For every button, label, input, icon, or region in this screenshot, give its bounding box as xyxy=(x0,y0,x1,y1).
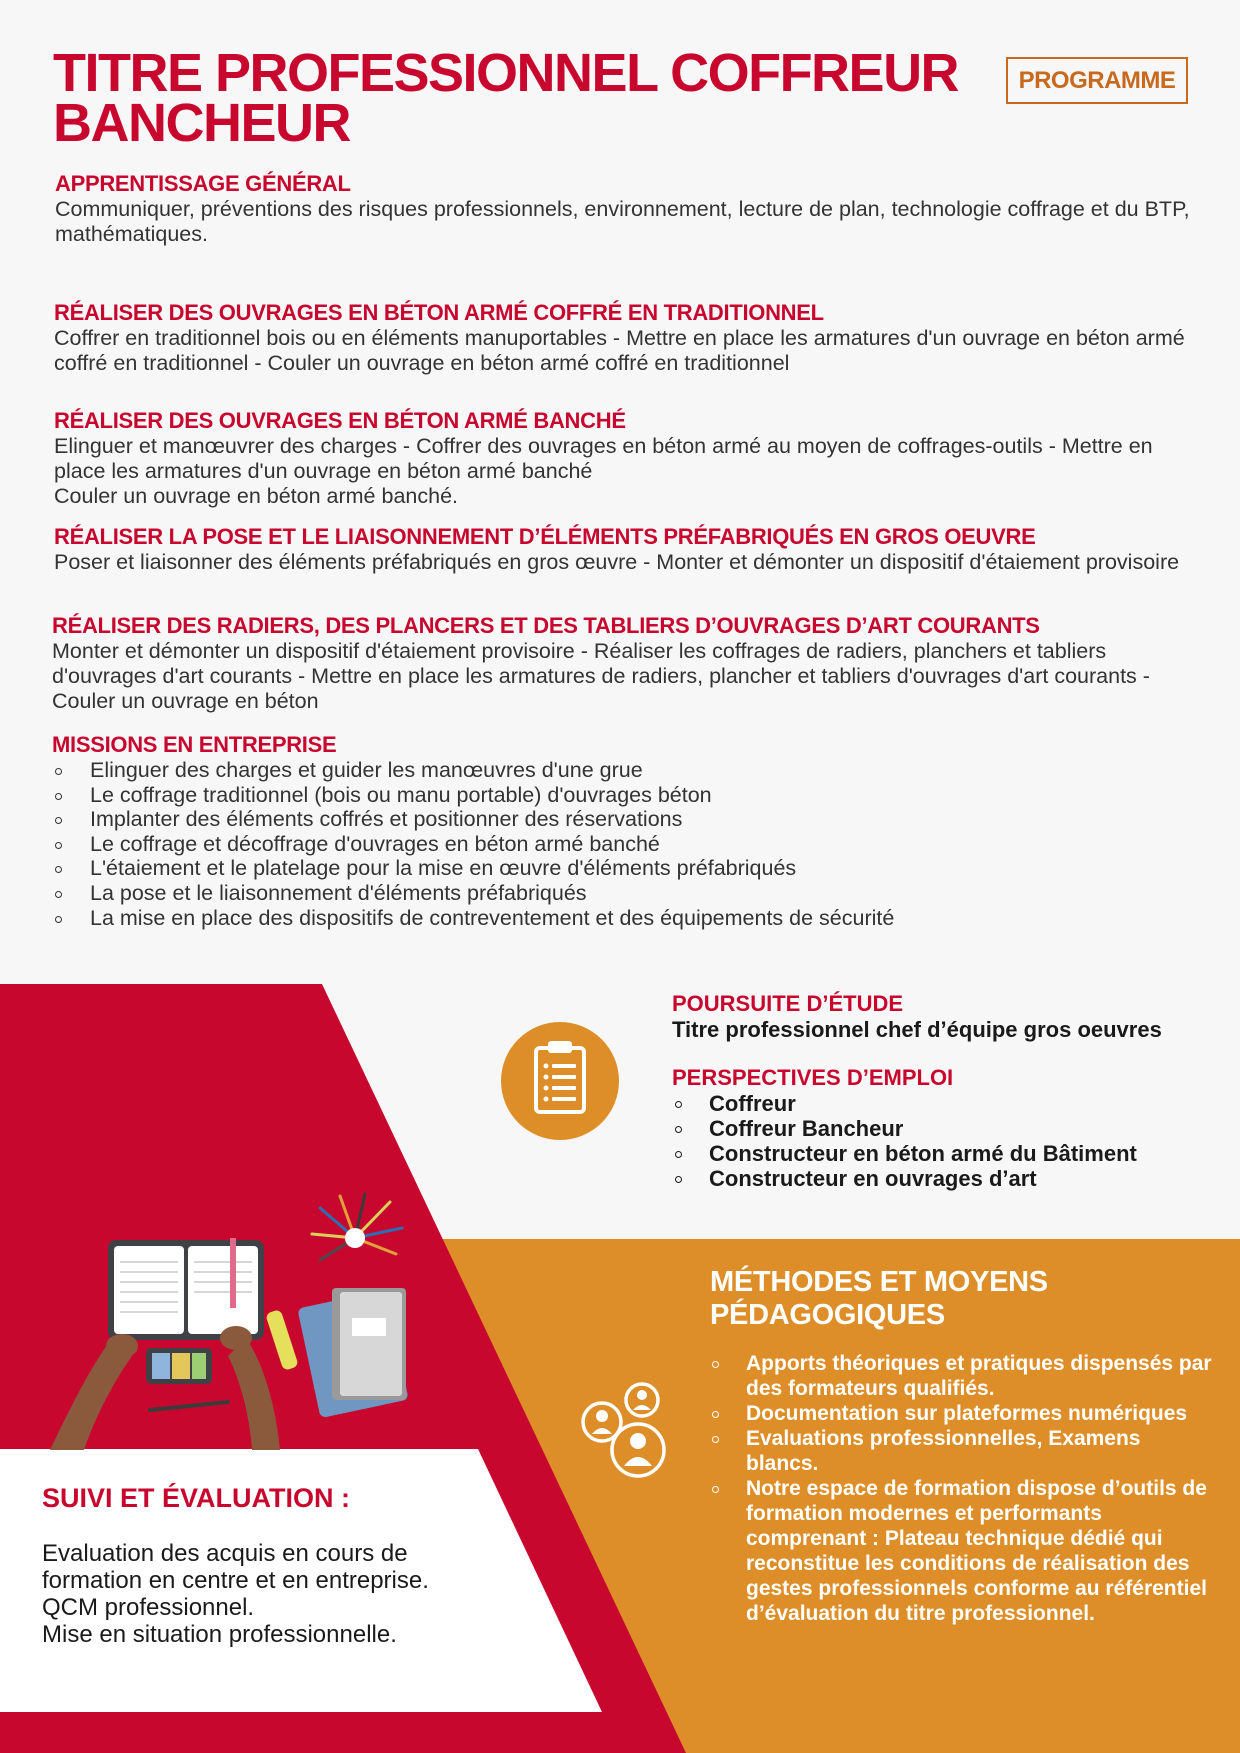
section-apprentissage xyxy=(55,171,1195,247)
section-text: Elinguer et manœuvrer des charges - Coffrer des ouvrages en béton armé au moyen de coffrages-outils - Mettre en place les armatures d'un ouvrage en béton armé banché xyxy=(54,434,1153,483)
methodes-list-wrap xyxy=(709,1351,1215,1626)
suivi-line: Evaluation des acquis en cours de xyxy=(42,1540,408,1567)
list-item: Constructeur en ouvrages d’art xyxy=(672,1166,1212,1191)
methodes-block xyxy=(710,1266,1220,1332)
suivi-heading: SUIVI ET ÉVALUATION : xyxy=(42,1483,351,1513)
section-text: Monter et démonter un dispositif d'étaiement provisoire - Réaliser les coffrages de radiers, planchers et tabliers d'ouvrages d'art courants - Mettre en place les armatures de radiers, plancher et tabliers d'ouvrages d'art courants - Couler un ouvrage en béton xyxy=(52,639,1150,713)
people-network-icon xyxy=(580,1382,676,1478)
list-item: L'étaiement et le platelage pour la mise en œuvre d'éléments préfabriqués xyxy=(52,856,1192,881)
perspectives-list xyxy=(672,1091,1212,1191)
perspectives-heading: PERSPECTIVES D’EMPLOI xyxy=(672,1065,954,1090)
list-item: Implanter des éléments coffrés et positionner des réservations xyxy=(52,807,1192,832)
page-title: TITRE PROFESSIONNEL COFFREUR BANCHEUR xyxy=(53,43,959,153)
section-text: Communiquer, préventions des risques professionnels, environnement, lecture de plan, technologie coffrage et du BTP, mathématiques. xyxy=(55,197,1190,246)
list-item: Notre espace de formation dispose d’outils de formation modernes et performants comprenant : Plateau technique dédié qui reconstitue les conditions de réalisation des gestes professionnels conforme au référentiel d’évaluation du titre professionnel. xyxy=(709,1476,1215,1626)
list-item: Le coffrage et décoffrage d'ouvrages en béton armé banché xyxy=(52,832,1192,857)
suivi-line: Mise en situation professionnelle. xyxy=(42,1621,397,1648)
list-item: Coffreur xyxy=(672,1091,1212,1116)
suivi-line: QCM professionnel. xyxy=(42,1594,255,1621)
programme-badge: PROGRAMME xyxy=(1006,57,1188,104)
desk-illustration xyxy=(50,1188,430,1450)
list-item: Documentation sur plateformes numériques xyxy=(709,1401,1215,1426)
list-item: Coffreur Bancheur xyxy=(672,1116,1212,1141)
poursuite-text: Titre professionnel chef d’équipe gros oeuvres xyxy=(672,1017,1162,1042)
methodes-list xyxy=(709,1351,1215,1626)
section-heading: MISSIONS EN ENTREPRISE xyxy=(52,732,337,757)
list-item: Evaluations professionnelles, Examens blancs. xyxy=(709,1426,1215,1476)
section-text-extra: Couler un ouvrage en béton armé banché. xyxy=(54,484,458,508)
list-item: La mise en place des dispositifs de contreventement et des équipements de sécurité xyxy=(52,906,1192,931)
suivi-line: formation en centre et en entreprise. xyxy=(42,1567,429,1594)
suivi-text xyxy=(42,1540,482,1648)
section-heading: RÉALISER DES OUVRAGES EN BÉTON ARMÉ COFFRÉ EN TRADITIONNEL xyxy=(54,300,824,325)
section-banche xyxy=(54,408,1194,509)
missions-list xyxy=(52,758,1192,930)
section-heading: APPRENTISSAGE GÉNÉRAL xyxy=(55,171,351,196)
section-prefabriques xyxy=(54,524,1194,575)
section-radiers xyxy=(52,613,1192,714)
section-traditionnel xyxy=(54,300,1194,376)
list-item: Apports théoriques et pratiques dispensés par des formateurs qualifiés. xyxy=(709,1351,1215,1401)
list-item: Le coffrage traditionnel (bois ou manu portable) d'ouvrages béton xyxy=(52,783,1192,808)
methodes-title: MÉTHODES ET MOYENS PÉDAGOGIQUES xyxy=(710,1266,1048,1331)
perspectives-block xyxy=(672,1065,1212,1191)
poursuite-heading: POURSUITE D’ÉTUDE xyxy=(672,991,904,1016)
list-item: Constructeur en béton armé du Bâtiment xyxy=(672,1141,1212,1166)
section-heading: RÉALISER LA POSE ET LE LIAISONNEMENT D’ÉLÉMENTS PRÉFABRIQUÉS EN GROS OEUVRE xyxy=(54,524,1036,549)
section-missions xyxy=(52,732,1192,930)
list-item: Elinguer des charges et guider les manœuvres d'une grue xyxy=(52,758,1192,783)
suivi-block xyxy=(42,1482,482,1514)
section-heading: RÉALISER DES RADIERS, DES PLANCERS ET DES TABLIERS D’OUVRAGES D’ART COURANTS xyxy=(52,613,1040,638)
poursuite-block xyxy=(672,991,1212,1043)
clipboard-icon xyxy=(501,1022,619,1140)
section-text: Coffrer en traditionnel bois ou en éléments manuportables - Mettre en place les armatures d'un ouvrage en béton armé coffré en traditionnel - Couler un ouvrage en béton armé coffré en traditionnel xyxy=(54,326,1185,375)
section-text: Poser et liaisonner des éléments préfabriqués en gros œuvre - Monter et démonter un dispositif d'étaiement provisoire xyxy=(54,550,1180,574)
section-heading: RÉALISER DES OUVRAGES EN BÉTON ARMÉ BANCHÉ xyxy=(54,408,626,433)
list-item: La pose et le liaisonnement d'éléments préfabriqués xyxy=(52,881,1192,906)
